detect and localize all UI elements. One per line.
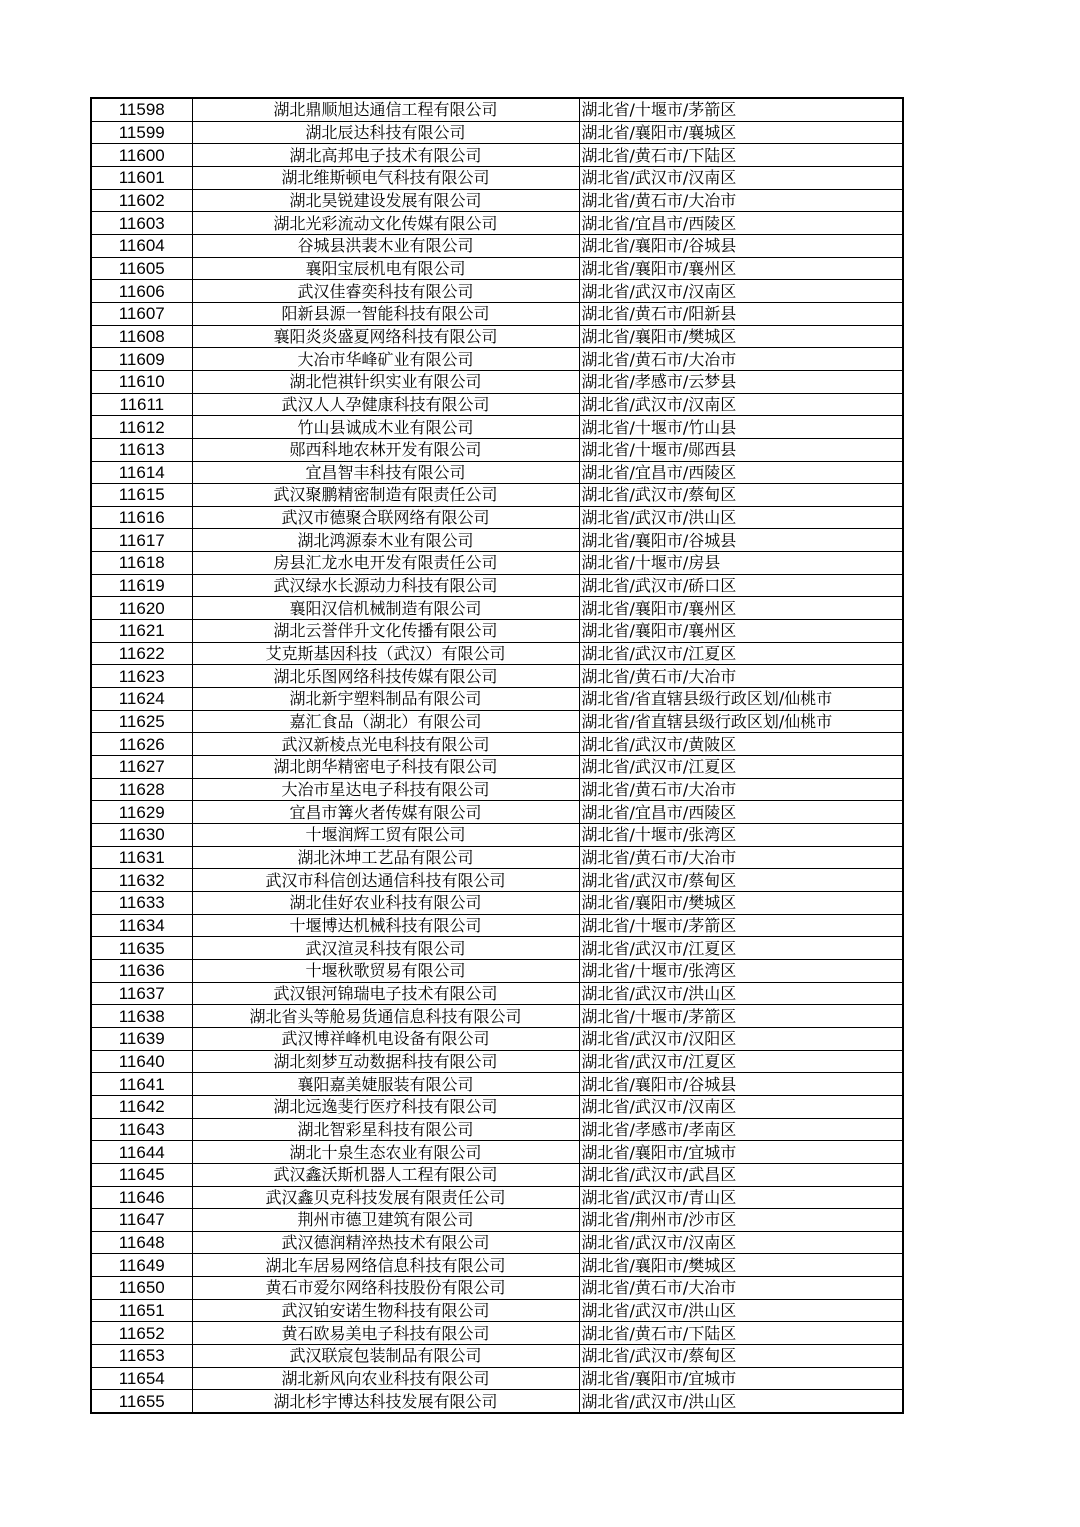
table-row: [91, 438, 903, 461]
company-name-cell: 襄阳炎炎盛夏网络科技有限公司: [192, 325, 579, 348]
row-number-cell: 11640: [91, 1050, 192, 1073]
row-number-cell: 11620: [91, 597, 192, 620]
row-number-cell: 11609: [91, 348, 192, 371]
row-number-cell: 11600: [91, 144, 192, 167]
table-row: [91, 1050, 903, 1073]
row-number-cell: 11614: [91, 461, 192, 484]
table-row: [91, 801, 903, 824]
company-name-cell: 湖北辰达科技有限公司: [192, 121, 579, 144]
region-cell: 湖北省/襄阳市/樊城区: [579, 891, 903, 914]
table-row: [91, 1209, 903, 1232]
table-row: [91, 1322, 903, 1345]
region-cell: 湖北省/武汉市/江夏区: [579, 1050, 903, 1073]
company-name-cell: 十堰博达机械科技有限公司: [192, 914, 579, 937]
row-number-cell: 11654: [91, 1367, 192, 1390]
table-row: [91, 665, 903, 688]
table-row: [91, 756, 903, 779]
table-row: [91, 959, 903, 982]
table-row: [91, 1163, 903, 1186]
row-number-cell: 11615: [91, 484, 192, 507]
company-name-cell: 武汉鑫贝克科技发展有限责任公司: [192, 1186, 579, 1209]
table-row: [91, 166, 903, 189]
table-row: [91, 642, 903, 665]
company-name-cell: 湖北维斯顿电气科技有限公司: [192, 166, 579, 189]
region-cell: 湖北省/黄石市/大冶市: [579, 1277, 903, 1300]
region-cell: 湖北省/武汉市/汉南区: [579, 1231, 903, 1254]
region-cell: 湖北省/宜昌市/西陵区: [579, 801, 903, 824]
table-row: [91, 846, 903, 869]
company-name-cell: 大冶市星达电子科技有限公司: [192, 778, 579, 801]
region-cell: 湖北省/宜昌市/西陵区: [579, 212, 903, 235]
row-number-cell: 11611: [91, 393, 192, 416]
table-row: [91, 1367, 903, 1390]
region-cell: 湖北省/襄阳市/樊城区: [579, 1254, 903, 1277]
table-row: [91, 982, 903, 1005]
table-row: [91, 1073, 903, 1096]
table-row: [91, 189, 903, 212]
region-cell: 湖北省/黄石市/大冶市: [579, 846, 903, 869]
company-name-cell: 荆州市德卫建筑有限公司: [192, 1209, 579, 1232]
region-cell: 湖北省/武汉市/蔡甸区: [579, 484, 903, 507]
region-cell: 湖北省/武汉市/蔡甸区: [579, 1345, 903, 1368]
table-row: [91, 302, 903, 325]
row-number-cell: 11637: [91, 982, 192, 1005]
table-row: [91, 688, 903, 711]
row-number-cell: 11612: [91, 416, 192, 439]
region-cell: 湖北省/武汉市/蔡甸区: [579, 869, 903, 892]
company-name-cell: 湖北昊锐建设发展有限公司: [192, 189, 579, 212]
company-name-cell: 武汉博祥峰机电设备有限公司: [192, 1027, 579, 1050]
company-name-cell: 湖北鸿源泰木业有限公司: [192, 529, 579, 552]
company-name-cell: 湖北远逸斐行医疗科技有限公司: [192, 1095, 579, 1118]
company-name-cell: 湖北恺祺针织实业有限公司: [192, 370, 579, 393]
row-number-cell: 11621: [91, 620, 192, 643]
row-number-cell: 11622: [91, 642, 192, 665]
table-row: [91, 1254, 903, 1277]
row-number-cell: 11648: [91, 1231, 192, 1254]
region-cell: 湖北省/武汉市/硚口区: [579, 574, 903, 597]
row-number-cell: 11649: [91, 1254, 192, 1277]
region-cell: 湖北省/黄石市/大冶市: [579, 189, 903, 212]
row-number-cell: 11604: [91, 234, 192, 257]
row-number-cell: 11616: [91, 506, 192, 529]
row-number-cell: 11619: [91, 574, 192, 597]
region-cell: 湖北省/武汉市/江夏区: [579, 937, 903, 960]
row-number-cell: 11617: [91, 529, 192, 552]
region-cell: 湖北省/荆州市/沙市区: [579, 1209, 903, 1232]
row-number-cell: 11641: [91, 1073, 192, 1096]
row-number-cell: 11652: [91, 1322, 192, 1345]
company-name-cell: 艾克斯基因科技（武汉）有限公司: [192, 642, 579, 665]
company-name-cell: 湖北沐坤工艺品有限公司: [192, 846, 579, 869]
region-cell: 湖北省/武汉市/洪山区: [579, 1390, 903, 1413]
region-cell: 湖北省/襄阳市/宜城市: [579, 1141, 903, 1164]
table-row: [91, 144, 903, 167]
region-cell: 湖北省/十堰市/茅箭区: [579, 1005, 903, 1028]
region-cell: 湖北省/武汉市/洪山区: [579, 506, 903, 529]
table-row: [91, 1186, 903, 1209]
company-name-cell: 房县汇龙水电开发有限责任公司: [192, 552, 579, 575]
row-number-cell: 11642: [91, 1095, 192, 1118]
region-cell: 湖北省/孝感市/云梦县: [579, 370, 903, 393]
region-cell: 湖北省/省直辖县级行政区划/仙桃市: [579, 688, 903, 711]
row-number-cell: 11645: [91, 1163, 192, 1186]
table-row: [91, 824, 903, 847]
region-cell: 湖北省/武汉市/江夏区: [579, 756, 903, 779]
region-cell: 湖北省/十堰市/张湾区: [579, 824, 903, 847]
company-name-cell: 湖北刻梦互动数据科技有限公司: [192, 1050, 579, 1073]
company-name-cell: 武汉绿水长源动力科技有限公司: [192, 574, 579, 597]
region-cell: 湖北省/十堰市/竹山县: [579, 416, 903, 439]
region-cell: 湖北省/襄阳市/谷城县: [579, 529, 903, 552]
table-row: [91, 1095, 903, 1118]
row-number-cell: 11613: [91, 438, 192, 461]
row-number-cell: 11627: [91, 756, 192, 779]
row-number-cell: 11632: [91, 869, 192, 892]
table-row: [91, 620, 903, 643]
row-number-cell: 11601: [91, 166, 192, 189]
region-cell: 湖北省/宜昌市/西陵区: [579, 461, 903, 484]
region-cell: 湖北省/武汉市/洪山区: [579, 982, 903, 1005]
company-name-cell: 武汉人人孕健康科技有限公司: [192, 393, 579, 416]
table-row: [91, 914, 903, 937]
company-name-cell: 湖北杉宇博达科技发展有限公司: [192, 1390, 579, 1413]
company-name-cell: 阳新县源一智能科技有限公司: [192, 302, 579, 325]
company-name-cell: 武汉铂安诺生物科技有限公司: [192, 1299, 579, 1322]
row-number-cell: 11629: [91, 801, 192, 824]
company-table: [90, 97, 904, 1414]
company-name-cell: 湖北鼎顺旭达通信工程有限公司: [192, 98, 579, 121]
table-row: [91, 461, 903, 484]
row-number-cell: 11625: [91, 710, 192, 733]
table-row: [91, 1005, 903, 1028]
company-name-cell: 十堰润辉工贸有限公司: [192, 824, 579, 847]
company-name-cell: 宜昌智丰科技有限公司: [192, 461, 579, 484]
table-row: [91, 325, 903, 348]
region-cell: 湖北省/黄石市/下陆区: [579, 1322, 903, 1345]
region-cell: 湖北省/十堰市/茅箭区: [579, 914, 903, 937]
table-row: [91, 733, 903, 756]
row-number-cell: 11623: [91, 665, 192, 688]
region-cell: 湖北省/襄阳市/襄州区: [579, 257, 903, 280]
region-cell: 湖北省/黄石市/下陆区: [579, 144, 903, 167]
table-row: [91, 778, 903, 801]
table-row: [91, 257, 903, 280]
table-row: [91, 869, 903, 892]
region-cell: 湖北省/武汉市/洪山区: [579, 1299, 903, 1322]
table-row: [91, 937, 903, 960]
region-cell: 湖北省/襄阳市/宜城市: [579, 1367, 903, 1390]
table-row: [91, 710, 903, 733]
region-cell: 湖北省/襄阳市/襄州区: [579, 597, 903, 620]
table-row: [91, 1141, 903, 1164]
table-row: [91, 1118, 903, 1141]
table-row: [91, 1390, 903, 1413]
company-name-cell: 武汉市德聚合联网络有限公司: [192, 506, 579, 529]
table-row: [91, 1345, 903, 1368]
region-cell: 湖北省/武汉市/汉阳区: [579, 1027, 903, 1050]
company-name-cell: 襄阳嘉美婕服装有限公司: [192, 1073, 579, 1096]
row-number-cell: 11635: [91, 937, 192, 960]
company-name-cell: 宜昌市篝火者传媒有限公司: [192, 801, 579, 824]
region-cell: 湖北省/襄阳市/谷城县: [579, 1073, 903, 1096]
company-name-cell: 竹山县诚成木业有限公司: [192, 416, 579, 439]
company-name-cell: 黄石市爱尔网络科技股份有限公司: [192, 1277, 579, 1300]
company-name-cell: 湖北光彩流动文化传媒有限公司: [192, 212, 579, 235]
company-name-cell: 湖北佳好农业科技有限公司: [192, 891, 579, 914]
region-cell: 湖北省/襄阳市/谷城县: [579, 234, 903, 257]
table-row: [91, 574, 903, 597]
row-number-cell: 11599: [91, 121, 192, 144]
company-name-cell: 十堰秋歌贸易有限公司: [192, 959, 579, 982]
region-cell: 湖北省/黄石市/大冶市: [579, 665, 903, 688]
company-name-cell: 武汉联宸包装制品有限公司: [192, 1345, 579, 1368]
row-number-cell: 11639: [91, 1027, 192, 1050]
row-number-cell: 11628: [91, 778, 192, 801]
region-cell: 湖北省/十堰市/房县: [579, 552, 903, 575]
table-row: [91, 212, 903, 235]
row-number-cell: 11638: [91, 1005, 192, 1028]
region-cell: 湖北省/武汉市/汉南区: [579, 166, 903, 189]
row-number-cell: 11650: [91, 1277, 192, 1300]
row-number-cell: 11607: [91, 302, 192, 325]
company-name-cell: 大冶市华峰矿业有限公司: [192, 348, 579, 371]
company-name-cell: 武汉新棱点光电科技有限公司: [192, 733, 579, 756]
region-cell: 湖北省/武汉市/江夏区: [579, 642, 903, 665]
row-number-cell: 11606: [91, 280, 192, 303]
company-name-cell: 湖北新宇塑料制品有限公司: [192, 688, 579, 711]
company-name-cell: 湖北新风向农业科技有限公司: [192, 1367, 579, 1390]
region-cell: 湖北省/武汉市/武昌区: [579, 1163, 903, 1186]
company-name-cell: 武汉鑫沃斯机器人工程有限公司: [192, 1163, 579, 1186]
region-cell: 湖北省/十堰市/郧西县: [579, 438, 903, 461]
table-row: [91, 393, 903, 416]
row-number-cell: 11608: [91, 325, 192, 348]
row-number-cell: 11602: [91, 189, 192, 212]
row-number-cell: 11630: [91, 824, 192, 847]
table-row: [91, 891, 903, 914]
table-row: [91, 484, 903, 507]
table-row: [91, 552, 903, 575]
company-name-cell: 湖北车居易网络信息科技有限公司: [192, 1254, 579, 1277]
row-number-cell: 11626: [91, 733, 192, 756]
company-name-cell: 襄阳宝辰机电有限公司: [192, 257, 579, 280]
company-name-cell: 襄阳汉信机械制造有限公司: [192, 597, 579, 620]
company-name-cell: 武汉渲灵科技有限公司: [192, 937, 579, 960]
region-cell: 湖北省/黄石市/大冶市: [579, 778, 903, 801]
row-number-cell: 11655: [91, 1390, 192, 1413]
region-cell: 湖北省/武汉市/黄陂区: [579, 733, 903, 756]
table-row: [91, 506, 903, 529]
region-cell: 湖北省/武汉市/汉南区: [579, 393, 903, 416]
row-number-cell: 11646: [91, 1186, 192, 1209]
company-name-cell: 湖北省头等舱易货通信息科技有限公司: [192, 1005, 579, 1028]
table-row: [91, 529, 903, 552]
row-number-cell: 11603: [91, 212, 192, 235]
row-number-cell: 11653: [91, 1345, 192, 1368]
row-number-cell: 11624: [91, 688, 192, 711]
table-row: [91, 1027, 903, 1050]
row-number-cell: 11643: [91, 1118, 192, 1141]
company-name-cell: 黄石欧易美电子科技有限公司: [192, 1322, 579, 1345]
company-name-cell: 武汉银河锦瑞电子技术有限公司: [192, 982, 579, 1005]
row-number-cell: 11618: [91, 552, 192, 575]
table-row: [91, 234, 903, 257]
region-cell: 湖北省/省直辖县级行政区划/仙桃市: [579, 710, 903, 733]
company-name-cell: 湖北十泉生态农业有限公司: [192, 1141, 579, 1164]
company-name-cell: 嘉汇食品（湖北）有限公司: [192, 710, 579, 733]
company-name-cell: 湖北云誉伴升文化传播有限公司: [192, 620, 579, 643]
company-name-cell: 武汉市科信创达通信科技有限公司: [192, 869, 579, 892]
company-name-cell: 湖北智彩星科技有限公司: [192, 1118, 579, 1141]
table-row: [91, 348, 903, 371]
region-cell: 湖北省/襄阳市/樊城区: [579, 325, 903, 348]
table-row: [91, 1299, 903, 1322]
table-row: [91, 416, 903, 439]
company-name-cell: 谷城县洪裴木业有限公司: [192, 234, 579, 257]
company-name-cell: 湖北高邦电子技术有限公司: [192, 144, 579, 167]
row-number-cell: 11636: [91, 959, 192, 982]
region-cell: 湖北省/十堰市/茅箭区: [579, 98, 903, 121]
region-cell: 湖北省/武汉市/青山区: [579, 1186, 903, 1209]
region-cell: 湖北省/黄石市/大冶市: [579, 348, 903, 371]
table-row: [91, 1277, 903, 1300]
company-name-cell: 武汉佳睿奕科技有限公司: [192, 280, 579, 303]
region-cell: 湖北省/襄阳市/襄州区: [579, 620, 903, 643]
company-name-cell: 武汉德润精淬热技术有限公司: [192, 1231, 579, 1254]
row-number-cell: 11631: [91, 846, 192, 869]
company-name-cell: 湖北乐图网络科技传媒有限公司: [192, 665, 579, 688]
table-row: [91, 121, 903, 144]
company-name-cell: 武汉聚鹏精密制造有限责任公司: [192, 484, 579, 507]
company-name-cell: 湖北朗华精密电子科技有限公司: [192, 756, 579, 779]
table-row: [91, 1231, 903, 1254]
company-table-body: [91, 98, 903, 1413]
row-number-cell: 11610: [91, 370, 192, 393]
company-name-cell: 郧西科地农林开发有限公司: [192, 438, 579, 461]
table-row: [91, 98, 903, 121]
region-cell: 湖北省/武汉市/汉南区: [579, 1095, 903, 1118]
region-cell: 湖北省/襄阳市/襄城区: [579, 121, 903, 144]
table-row: [91, 370, 903, 393]
row-number-cell: 11633: [91, 891, 192, 914]
row-number-cell: 11647: [91, 1209, 192, 1232]
region-cell: 湖北省/孝感市/孝南区: [579, 1118, 903, 1141]
row-number-cell: 11605: [91, 257, 192, 280]
table-row: [91, 597, 903, 620]
region-cell: 湖北省/十堰市/张湾区: [579, 959, 903, 982]
row-number-cell: 11598: [91, 98, 192, 121]
table-row: [91, 280, 903, 303]
row-number-cell: 11644: [91, 1141, 192, 1164]
region-cell: 湖北省/武汉市/汉南区: [579, 280, 903, 303]
row-number-cell: 11634: [91, 914, 192, 937]
region-cell: 湖北省/黄石市/阳新县: [579, 302, 903, 325]
row-number-cell: 11651: [91, 1299, 192, 1322]
